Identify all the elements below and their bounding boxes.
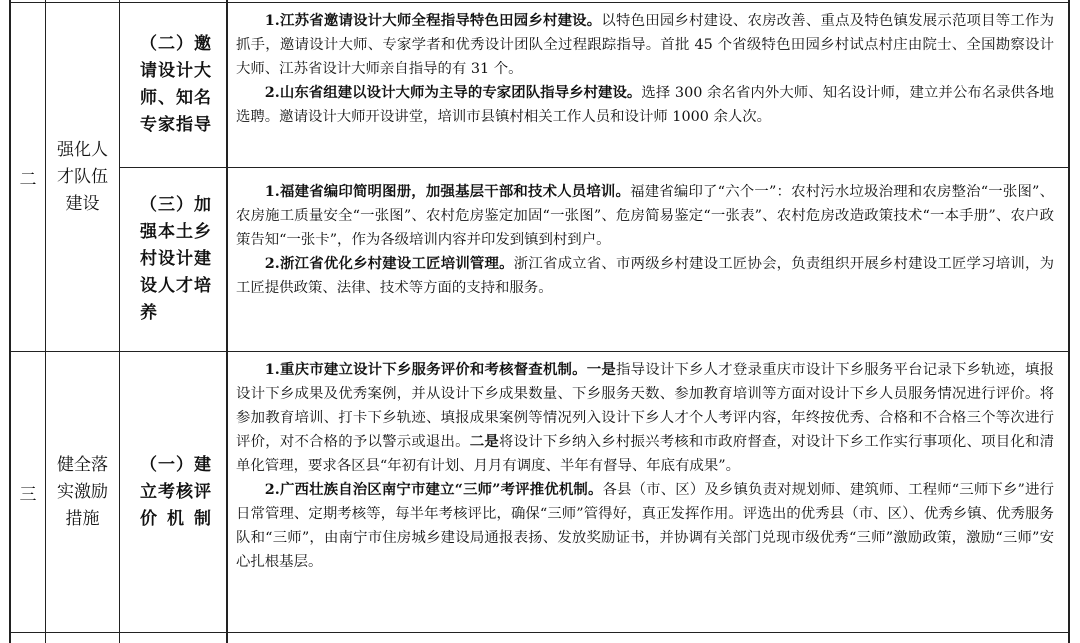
paragraph-lead: 2.浙江省优化乡村建设工匠培训管理。 bbox=[264, 255, 514, 272]
subsection-title bbox=[120, 352, 226, 632]
paragraph-lead: 1.福建省编印简明图册，加强基层干部和技术人员培训。 bbox=[264, 183, 631, 200]
section-number: 三 bbox=[19, 484, 37, 505]
paragraph bbox=[236, 9, 1054, 81]
subsection-content bbox=[228, 352, 1068, 632]
paragraph-body: 将设计下乡纳入乡村振兴考核和市政府督查，对设计下乡工作实行事项化、项目化和清单化管理，要求各区县“年初有计划、月月有调度、半年有督导、年底有成果”。 bbox=[236, 434, 1054, 474]
table-border-bottom bbox=[9, 632, 1070, 633]
paragraph bbox=[236, 358, 1054, 478]
paragraph bbox=[236, 81, 1054, 129]
paragraph-lead: 2.山东省组建以设计大师为主导的专家团队指导乡村建设。 bbox=[264, 84, 642, 101]
section-category: 健全落实激励措施 bbox=[57, 454, 108, 529]
paragraph-lead-first: 一是 bbox=[586, 361, 616, 378]
paragraph bbox=[236, 478, 1054, 574]
paragraph-body: 福建省编印了“六个一”：农村污水垃圾治理和农房整治“一张图”、农房施工质量安全“一张图”、农村危房鉴定加固“一张图”、危房简易鉴定“一张表”、农村危房改造政策技术“一本手册”、农户政策告知“一张卡”，作为各级培训内容并印发到镇到村到户。 bbox=[236, 184, 1054, 248]
subsection-content bbox=[228, 3, 1068, 167]
subsection-title bbox=[120, 168, 226, 351]
paragraph-body: 各县（市、区）及乡镇负责对规划师、建筑师、工程师“三师下乡”进行日常管理、定期考核等，每半年考核评比，确保“三师”管得好，真正发挥作用。评选出的优秀县（市、区）、优秀乡镇、优秀服务队和“三师”，由南宁市住房城乡建设局通报表扬、发放奖励证书，并协调有关部门兑现市级优秀“三师”激励政策，激励“三师”安心扎根基层。 bbox=[236, 482, 1054, 570]
section-number: 二 bbox=[19, 169, 37, 190]
subsection-title-text: （二）邀请设计大师、知名专家指导 bbox=[140, 34, 212, 135]
section-category: 强化人才队伍建设 bbox=[57, 139, 108, 214]
paragraph-lead: 1.重庆市建立设计下乡服务评价和考核督查机制。 bbox=[264, 361, 587, 378]
paragraph bbox=[236, 180, 1054, 252]
paragraph-body: 浙江省成立省、市两级乡村建设工匠协会，负责组织开展乡村建设工匠学习培训，为工匠提供政策、法律、技术等方面的支持和服务。 bbox=[236, 256, 1054, 296]
paragraph-lead: 2.广西壮族自治区南宁市建立“三师”考评推优机制。 bbox=[264, 481, 603, 498]
paragraph-body: 选择 300 余名省内外大师、知名设计师，建立并公布名录供各地选聘。邀请设计大师开设讲堂，培训市县镇村相关工作人员和设计师 1000 余人次。 bbox=[236, 85, 1054, 125]
subsection-title-text: （三）加强本土乡村设计建设人才培养 bbox=[140, 195, 212, 323]
subsection-title bbox=[120, 3, 226, 167]
subsection-title-text: （一）建立考核评价机制 bbox=[140, 454, 212, 529]
paragraph-lead-second: 二是 bbox=[469, 433, 499, 450]
subsection-content bbox=[228, 168, 1068, 351]
paragraph-body: 指导设计下乡人才登录重庆市设计下乡服务平台记录下乡轨迹，填报设计下乡成果及优秀案例，并从设计下乡成果数量、下乡服务天数、参加教育培训等方面对设计下乡人员服务情况进行评价。将参加教育培训、打卡下乡轨迹、填报成果案例等情况列入设计下乡人才个人考评内容，年终按优秀、合格和不合格三个等次进行评价，对不合格的予以警示或退出。 bbox=[236, 362, 1054, 450]
paragraph-lead: 1.江苏省邀请设计大师全程指导特色田园乡村建设。 bbox=[264, 12, 602, 29]
paragraph-body: 以特色田园乡村建设、农房改善、重点及特色镇发展示范项目等工作为抓手，邀请设计大师、专家学者和优秀设计团队全过程跟踪指导。首批 45 个省级特色田园乡村试点村庄由院士、全国勘察设计大师、江苏省设计大师亲自指导的有 31 个。 bbox=[236, 13, 1054, 77]
paragraph bbox=[236, 252, 1054, 300]
table-border-right bbox=[1068, 0, 1070, 643]
